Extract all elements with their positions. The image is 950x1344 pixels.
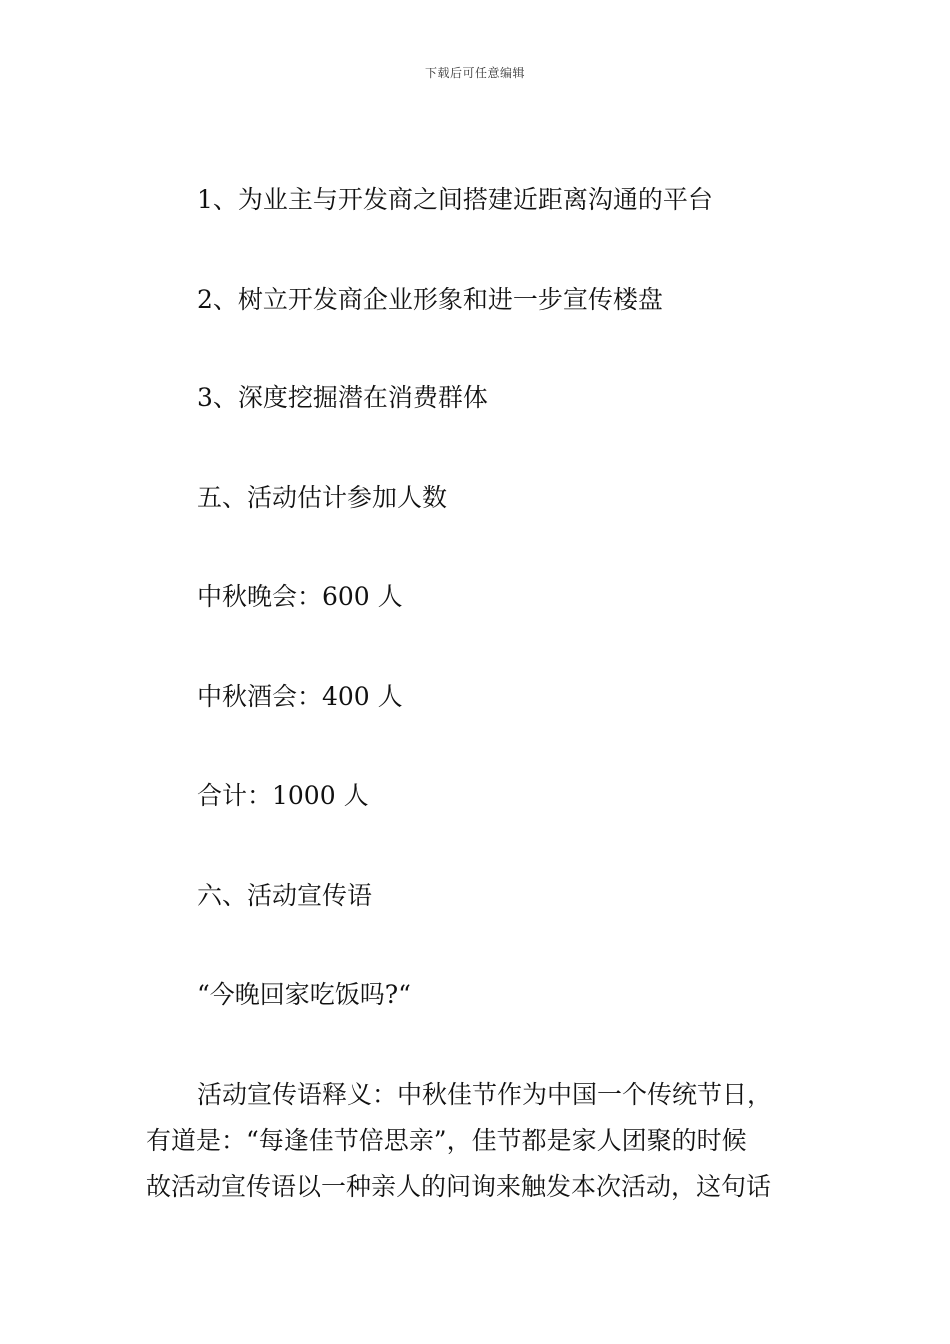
section-heading-slogan: 六、活动宣传语 (197, 881, 373, 910)
list-item-3: 3、深度挖掘潜在消费群体 (197, 383, 488, 412)
list-item-2: 2、树立开发商企业形象和进一步宣传楼盘 (197, 285, 663, 314)
slogan-explanation-paragraph (146, 1072, 806, 1210)
participants-gala: 中秋晚会：600 人 (197, 582, 403, 611)
page-header-note: 下载后可任意编辑 (424, 66, 525, 80)
participants-total: 合计：1000 人 (197, 781, 369, 810)
participants-reception: 中秋酒会：400 人 (197, 682, 403, 711)
list-item-1: 1、为业主与开发商之间搭建近距离沟通的平台 (197, 185, 713, 214)
paragraph-line-1: 活动宣传语释义：中秋佳节作为中国一个传统节日， (197, 1080, 773, 1109)
paragraph-line-3: 故活动宣传语以一种亲人的问询来触发本次活动，这句话 (146, 1172, 772, 1201)
paragraph-line-2: 有道是：“每逢佳节倍思亲”，佳节都是家人团聚的时候 (146, 1126, 747, 1155)
slogan-text: “今晚回家吃饭吗?“ (197, 980, 411, 1009)
section-heading-participants: 五、活动估计参加人数 (197, 483, 448, 512)
